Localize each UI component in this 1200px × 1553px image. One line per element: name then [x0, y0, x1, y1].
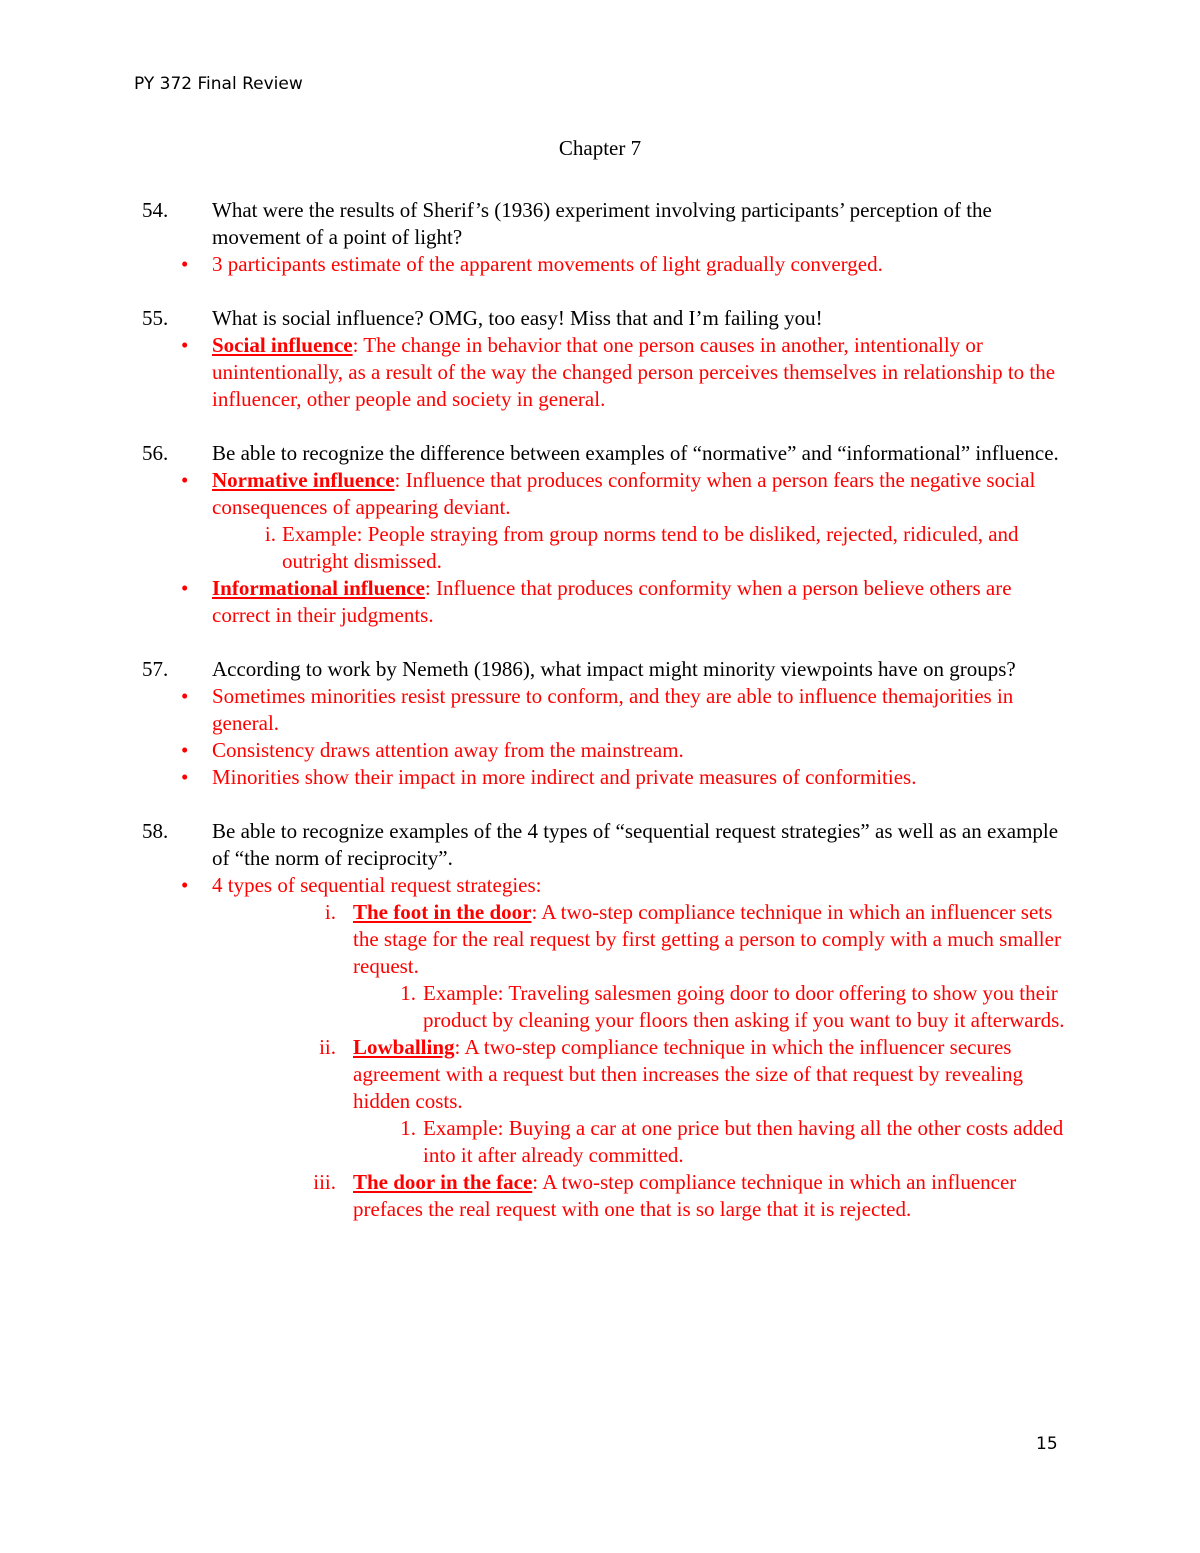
bullet-icon: • [181, 333, 189, 357]
example-item [142, 1115, 1072, 1169]
question-text: According to work by Nemeth (1986), what impact might minority viewpoints have on groups? [212, 657, 1016, 681]
example-item [142, 980, 1072, 1034]
example-text: Example: Traveling salesmen going door to door offering to show you their product by cleaning your floors then asking if you want to buy it afterwards. [423, 981, 1065, 1032]
example-item [142, 521, 1072, 575]
page-header: PY 372 Final Review [134, 74, 303, 94]
strategy-item-door-in-face [142, 1169, 1072, 1223]
answer-bullet [142, 332, 1072, 413]
answer-text: 3 participants estimate of the apparent movements of light gradually converged. [212, 252, 883, 276]
definition-text: : Influence that produces conformity when a person believe others are correct in their judgments. [212, 576, 1012, 627]
definition-text: : A two-step compliance technique in which the influencer secures agreement with a request but then increases the size of that request by revealing hidden costs. [353, 1035, 1023, 1113]
list-marker: 1. [400, 1116, 416, 1140]
page-number: 15 [1036, 1434, 1058, 1454]
question-number: 57. [142, 657, 169, 681]
question-54 [142, 197, 1072, 251]
question-number: 55. [142, 306, 169, 330]
list-marker: ii. [319, 1035, 336, 1059]
answer-bullet [142, 683, 1072, 737]
answer-bullet [142, 872, 1072, 899]
question-text: Be able to recognize the difference between examples of “normative” and “informational” influence. [212, 441, 1059, 465]
bullet-icon: • [181, 468, 189, 492]
example-text: Example: Buying a car at one price but then having all the other costs added into it after already committed. [423, 1116, 1064, 1167]
list-marker: iii. [313, 1170, 336, 1194]
list-marker: i. [324, 900, 336, 924]
term-door-in-face: The door in the face [353, 1170, 533, 1194]
question-text: What were the results of Sherif’s (1936) experiment involving participants’ perception of the movement of a point of light? [212, 198, 992, 249]
question-text: What is social influence? OMG, too easy! Miss that and I’m failing you! [212, 306, 823, 330]
answer-text: Minorities show their impact in more indirect and private measures of conformities. [212, 765, 917, 789]
question-number: 56. [142, 441, 169, 465]
bullet-icon: • [181, 738, 189, 762]
chapter-title: Chapter 7 [558, 136, 642, 160]
definition-text: : Influence that produces conformity when a person fears the negative social consequences of appearing deviant. [212, 468, 1036, 519]
term-normative-influence: Normative influence [212, 468, 395, 492]
question-58 [142, 818, 1072, 872]
term-foot-in-door: The foot in the door [353, 900, 532, 924]
example-text: Example: People straying from group norms tend to be disliked, rejected, ridiculed, and outright dismissed. [282, 522, 1019, 573]
question-55 [142, 305, 1072, 332]
definition-text: : A two-step compliance technique in which an influencer sets the stage for the real request by first getting a person to comply with a much smaller request. [353, 900, 1061, 978]
strategy-item-lowballing [142, 1034, 1072, 1115]
term-informational-influence: Informational influence [212, 576, 425, 600]
bullet-icon: • [181, 576, 189, 600]
question-56 [142, 440, 1072, 467]
answer-bullet [142, 575, 1072, 629]
strategy-item-foot-in-door [142, 899, 1072, 980]
definition-text: : The change in behavior that one person causes in another, intentionally or unintentionally, as a result of the way the changed person perceives themselves in relationship to the influencer, other people and society in general. [212, 333, 1056, 411]
list-marker: 1. [400, 981, 416, 1005]
answer-bullet [142, 467, 1072, 521]
answer-bullet [142, 251, 1072, 278]
term-lowballing: Lowballing [353, 1035, 455, 1059]
list-marker: i. [264, 522, 276, 546]
definition-text: : A two-step compliance technique in which an influencer prefaces the real request with one that is so large that it is rejected. [353, 1170, 1017, 1221]
page-content [142, 197, 1072, 1223]
answer-text: 4 types of sequential request strategies: [212, 873, 542, 897]
answer-text: Sometimes minorities resist pressure to conform, and they are able to influence themajorities in general. [212, 684, 1014, 735]
question-number: 58. [142, 819, 169, 843]
term-social-influence: Social influence [212, 333, 353, 357]
question-text: Be able to recognize examples of the 4 types of “sequential request strategies” as well as an example of “the norm of reciprocity”. [212, 819, 1059, 870]
bullet-icon: • [181, 252, 189, 276]
answer-text: Consistency draws attention away from the mainstream. [212, 738, 684, 762]
bullet-icon: • [181, 873, 189, 897]
bullet-icon: • [181, 684, 189, 708]
answer-bullet [142, 737, 1072, 764]
question-number: 54. [142, 198, 169, 222]
answer-bullet [142, 764, 1072, 791]
bullet-icon: • [181, 765, 189, 789]
question-57 [142, 656, 1072, 683]
